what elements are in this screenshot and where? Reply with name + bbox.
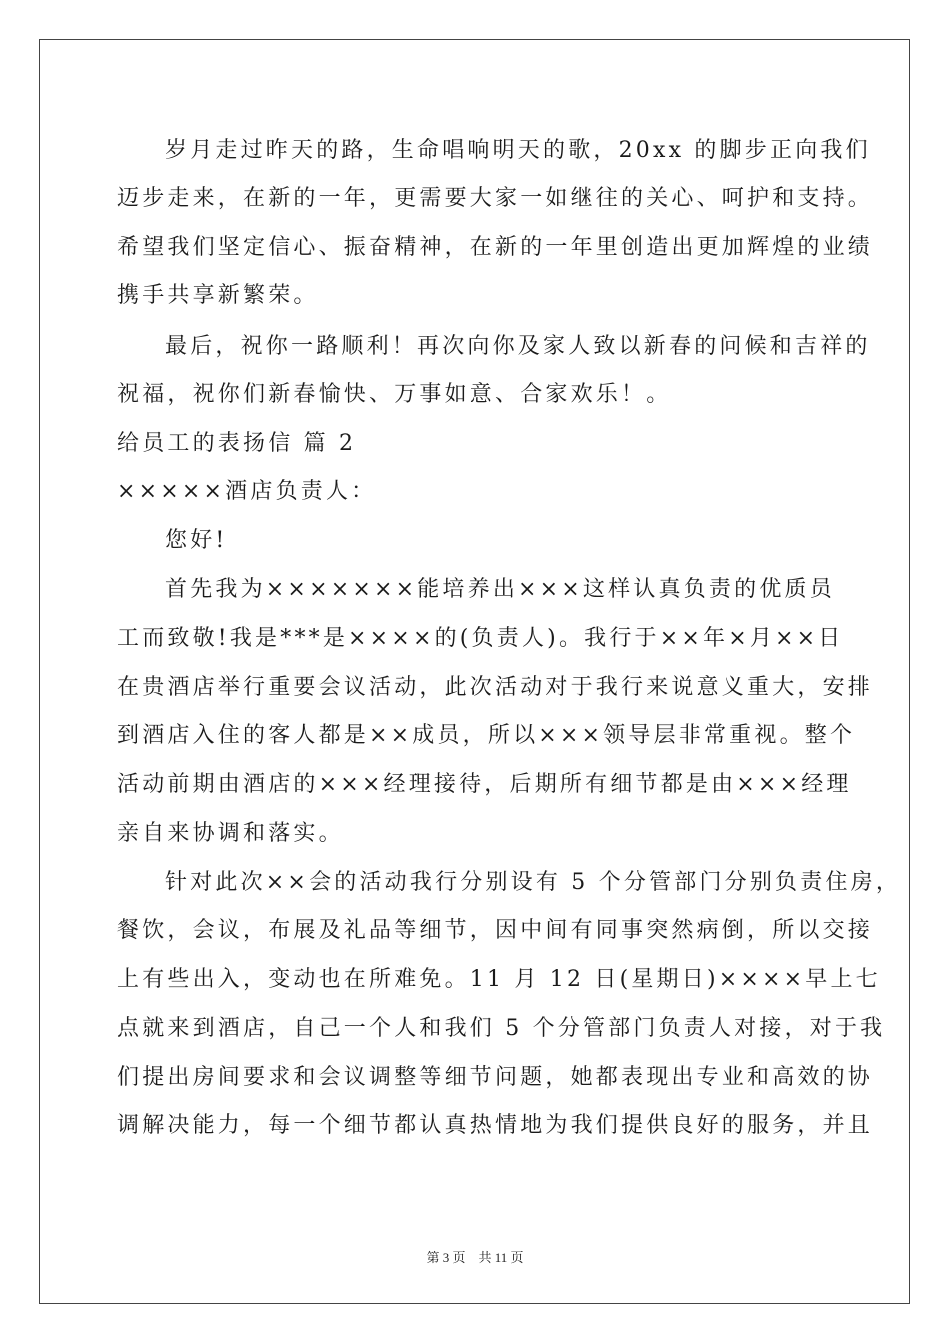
greeting: 您好! xyxy=(165,528,228,553)
paragraph-line: 活动前期由酒店的×××经理接待，后期所有细节都是由×××经理 xyxy=(117,772,852,797)
paragraph-line: 亲自来协调和落实。 xyxy=(117,821,344,846)
paragraph-line: 工而致敬!我是***是××××的(负责人)。我行于××年×月××日 xyxy=(117,626,844,651)
paragraph-line: 针对此次××会的活动我行分别设有 5 个分管部门分别负责住房， xyxy=(165,870,902,895)
paragraph-line: 到酒店入住的客人都是××成员，所以×××领导层非常重视。整个 xyxy=(117,723,856,748)
paragraph-line: 希望我们坚定信心、振奋精神，在新的一年里创造出更加辉煌的业绩 xyxy=(117,235,874,260)
salutation: ×××××酒店负责人： xyxy=(117,479,377,504)
page-footer: 第 3 页 共 11 页 xyxy=(426,1250,524,1265)
paragraph-line: 点就来到酒店，自己一个人和我们 5 个分管部门负责人对接，对于我 xyxy=(117,1016,886,1041)
paragraph-line: 调解决能力，每一个细节都认真热情地为我们提供良好的服务，并且 xyxy=(117,1113,874,1138)
paragraph-line: 岁月走过昨天的路，生命唱响明天的歌，20xx 的脚步正向我们 xyxy=(165,138,871,163)
section-heading: 给员工的表扬信 篇 2 xyxy=(117,431,357,456)
paragraph-line: 祝福，祝你们新春愉快、万事如意、合家欢乐！。 xyxy=(117,382,672,407)
paragraph-line: 最后，祝你一路顺利！再次向你及家人致以新春的问候和吉祥的 xyxy=(165,334,871,359)
paragraph-line: 上有些出入，变动也在所难免。11 月 12 日(星期日)××××早上七 xyxy=(117,967,881,992)
paragraph-line: 首先我为×××××××能培养出×××这样认真负责的优质员 xyxy=(165,577,835,602)
paragraph-line: 携手共享新繁荣。 xyxy=(117,283,319,308)
paragraph-line: 在贵酒店举行重要会议活动，此次活动对于我行来说意义重大，安排 xyxy=(117,675,874,700)
paragraph-line: 们提出房间要求和会议调整等细节问题，她都表现出专业和高效的协 xyxy=(117,1065,874,1090)
paragraph-line: 迈步走来，在新的一年，更需要大家一如继往的关心、呵护和支持。 xyxy=(117,186,874,211)
paragraph-line: 餐饮，会议，布展及礼品等细节，因中间有同事突然病倒，所以交接 xyxy=(117,918,874,943)
